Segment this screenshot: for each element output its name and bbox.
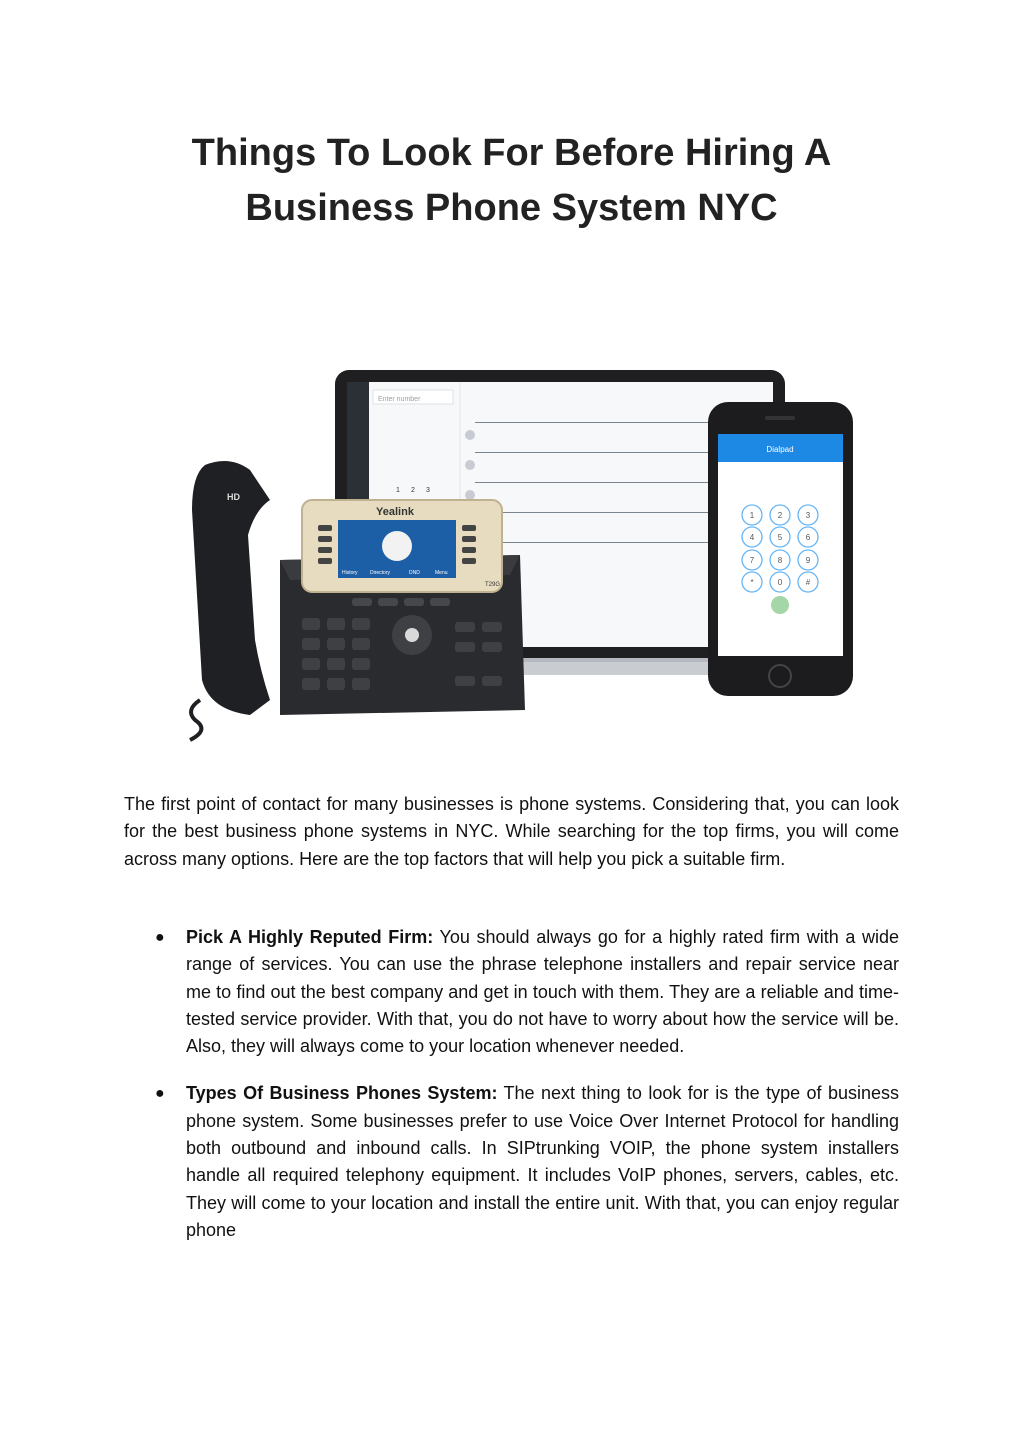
phone-key-9: 9 [805, 556, 811, 565]
laptop-key-1: 1 [396, 487, 400, 494]
phone-key-hash: # [805, 578, 811, 587]
phone-key-5: 5 [777, 533, 783, 542]
bullet-marker: ● [155, 929, 165, 946]
laptop-key-2: 2 [411, 487, 415, 494]
call-icon [771, 596, 789, 614]
hero-image [130, 360, 860, 745]
desk-phone-illustration [190, 461, 525, 740]
list-item [124, 1080, 899, 1244]
phone-key-star: * [750, 578, 754, 587]
desk-phone-model: T29G [485, 582, 501, 588]
screen-label-history: History [342, 570, 358, 576]
factor-list [124, 924, 899, 1264]
laptop-number-input: Enter number [378, 396, 421, 403]
phone-key-2: 2 [777, 511, 783, 520]
desk-phone-brand: Yealink [376, 506, 414, 518]
phone-key-3: 3 [805, 511, 811, 520]
bullet-body: You should always go for a highly rated firm with a wide range of services. You can use the phrase telephone installers and repair service near me to find out the best company and get in touch with them. They are a reliable and time-tested service provider. With that, you do not have to worry about how the service will be. Also, they will always come to your location whenever needed. [186, 927, 900, 1057]
laptop-key-3: 3 [426, 487, 430, 494]
phone-key-4: 4 [749, 533, 755, 542]
document-title: Things To Look For Before Hiring A Business Phone System NYC [191, 132, 832, 229]
phone-key-0: 0 [777, 578, 783, 587]
phone-key-7: 7 [749, 556, 755, 565]
phone-key-6: 6 [805, 533, 811, 542]
bullet-heading: Pick A Highly Reputed Firm: [186, 927, 434, 947]
bullet-body: The next thing to look for is the type of business phone system. Some businesses prefer to use Voice Over Internet Protocol for handling both outbound and inbound calls. In SIPtrunking VOIP, the phone system installers handle all required telephony equipment. It includes VoIP phones, servers, cables, etc. They will come to your location and install the entire unit. With that, you can enjoy regular phone [186, 1083, 899, 1240]
screen-label-dnd: DND [409, 570, 420, 576]
list-item [124, 924, 899, 1060]
screen-label-directory: Directory [370, 570, 391, 576]
bullet-heading: Types Of Business Phones System: [186, 1083, 498, 1104]
screen-label-menu: Menu [435, 570, 448, 576]
phone-key-1: 1 [749, 511, 755, 520]
smartphone-illustration [708, 402, 853, 696]
intro-paragraph: The first point of contact for many businesses is phone systems. Considering that, you can look for the best business phone systems in NYC. While searching for the top firms, you will come across many options. Here are the top factors that will help you pick a suitable firm. [124, 794, 899, 869]
phone-key-8: 8 [777, 556, 783, 565]
handset-label: HD [227, 492, 240, 502]
phone-app-title: Dialpad [766, 445, 794, 454]
bullet-marker: ● [155, 1085, 165, 1103]
